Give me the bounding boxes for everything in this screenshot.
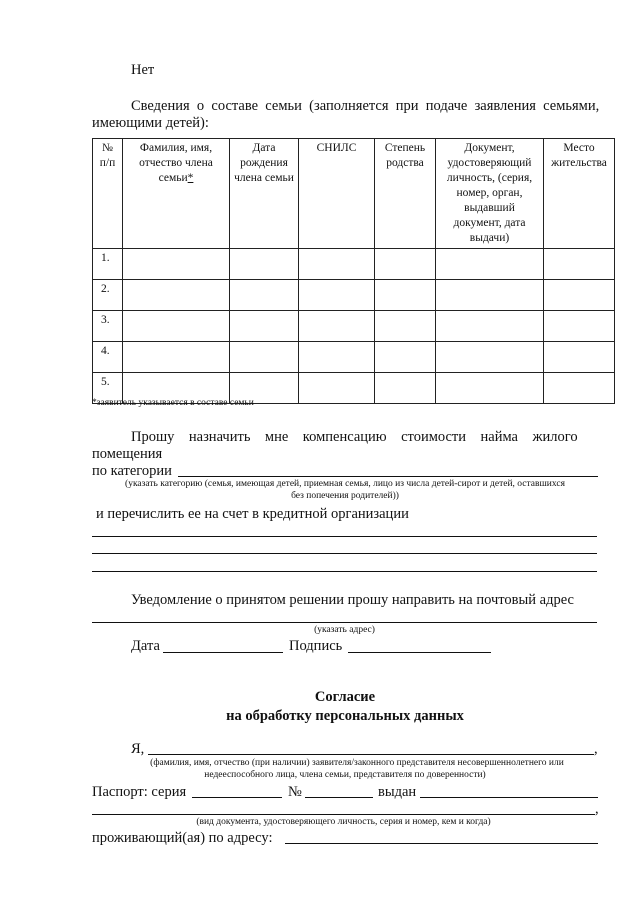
bank-account-line[interactable] [92,571,597,572]
table-cell[interactable] [436,373,544,404]
row-number: 1. [93,249,123,280]
comma-text: , [595,801,599,817]
passport-number-input-line[interactable] [305,797,373,798]
number-label: № [288,784,302,800]
table-cell[interactable] [123,311,230,342]
family-intro-line2: имеющими детей): [92,115,209,131]
table-cell[interactable] [123,249,230,280]
table-header-row [93,139,615,249]
request-line1: Прошу назначить мне компенсацию стоимости найма жилого [131,429,578,445]
transfer-text: и перечислить ее на счет в кредитной организации [96,506,409,522]
table-cell[interactable] [230,280,299,311]
family-composition-table [92,138,615,404]
comma-text: , [594,741,598,757]
table-cell[interactable] [123,280,230,311]
table-row [93,342,615,373]
family-intro-line1: Сведения о составе семьи (заполняется при подаче заявления семьями, [131,98,600,114]
col-header-relation: Степень родства [375,139,436,249]
full-name-input-line[interactable] [148,754,594,755]
signature-input-line[interactable] [348,652,491,653]
row-number: 2. [93,280,123,311]
row-number: 5. [93,373,123,404]
i-hint-line2: недееспособного лица, члена семьи, представителя по доверенности) [204,770,486,780]
table-cell[interactable] [544,311,615,342]
table-cell[interactable] [436,311,544,342]
row-number: 3. [93,311,123,342]
table-cell[interactable] [230,311,299,342]
table-cell[interactable] [230,249,299,280]
date-label: Дата [131,638,160,654]
notify-text: Уведомление о принятом решении прошу направить на почтовый адрес [131,592,574,608]
table-cell[interactable] [299,311,375,342]
table-cell[interactable] [544,249,615,280]
table-cell[interactable] [299,280,375,311]
col-header-snils: СНИЛС [299,139,375,249]
footnote-mark: * [187,172,194,184]
category-input-line[interactable] [178,476,598,477]
residing-label: проживающий(ая) по адресу: [92,830,273,846]
col-header-number: № п/п [93,139,123,249]
table-cell[interactable] [544,373,615,404]
category-hint-line1: (указать категорию (семья, имеющая детей, приемная семья, лицо из числа детей-сирот и детей, оставшихся [125,479,565,489]
table-footnote: *заявитель указывается в составе семьи [92,398,254,408]
table-row [93,249,615,280]
table-cell[interactable] [375,280,436,311]
date-input-line[interactable] [163,652,283,653]
document-input-line[interactable] [92,814,595,815]
address-hint: (указать адрес) [314,625,375,635]
residence-address-input-line[interactable] [285,843,598,844]
bank-account-line[interactable] [92,536,597,537]
issued-by-input-line[interactable] [420,797,598,798]
postal-address-line[interactable] [92,622,597,623]
bank-account-line[interactable] [92,553,597,554]
table-cell[interactable] [375,311,436,342]
category-label: по категории [92,463,172,479]
table-cell[interactable] [436,249,544,280]
table-cell[interactable] [299,249,375,280]
issued-label: выдан [378,784,417,800]
table-cell[interactable] [375,249,436,280]
table-cell[interactable] [544,342,615,373]
table-cell[interactable] [436,280,544,311]
signature-label: Подпись [289,638,343,654]
table-row [93,280,615,311]
passport-label: Паспорт: серия [92,784,187,800]
table-row [93,311,615,342]
passport-series-input-line[interactable] [192,797,282,798]
table-cell[interactable] [375,342,436,373]
consent-title-line2: на обработку персональных данных [226,708,464,724]
table-cell[interactable] [230,342,299,373]
table-cell[interactable] [123,342,230,373]
table-cell[interactable] [544,280,615,311]
i-hint-line1: (фамилия, имя, отчество (при наличии) заявителя/законного представителя несовершеннолетнего или [150,758,564,768]
col-header-residence: Место жительства [544,139,615,249]
table-cell[interactable] [375,373,436,404]
document-hint: (вид документа, удостоверяющего личность, серия и номер, кем и когда) [196,817,491,827]
consent-title-line1: Согласие [314,689,376,705]
table-cell[interactable] [299,342,375,373]
table-cell[interactable] [436,342,544,373]
col-header-identity-document: Документ, удостоверяющий личность, (серия, номер, орган, выдавший документ, дата выдачи) [436,139,544,249]
category-hint-line2: без попечения родителей)) [291,491,399,501]
table-cell[interactable] [299,373,375,404]
col-header-full-name: Фамилия, имя, отчество члена семьи* [123,139,230,249]
row-number: 4. [93,342,123,373]
col-header-birth-date: Дата рождения члена семьи [230,139,299,249]
i-label: Я, [131,741,145,757]
request-line2: помещения [92,446,163,462]
no-answer-text: Нет [131,62,155,78]
